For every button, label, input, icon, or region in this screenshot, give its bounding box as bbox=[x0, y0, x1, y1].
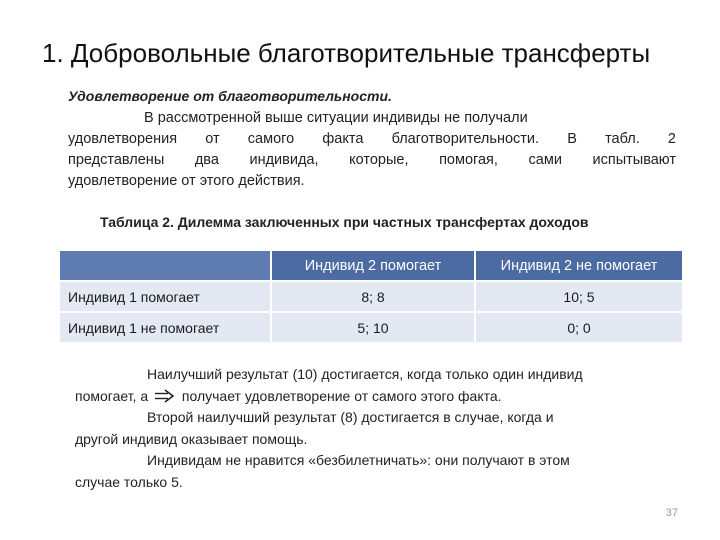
note-text: получает удовлетворение от самого этого факта. bbox=[181, 387, 502, 404]
table-row bbox=[60, 312, 682, 342]
note-line: случае только 5. bbox=[75, 473, 183, 490]
slide-title: 1. Добровольные благотворительные трансферты bbox=[42, 38, 651, 68]
row-label: Индивид 1 не помогает bbox=[60, 312, 271, 342]
column-header: Индивид 2 не помогает bbox=[475, 251, 682, 281]
payoff-cell: 10; 5 bbox=[475, 281, 682, 312]
intro-line: удовлетворение от этого действия. bbox=[68, 173, 305, 189]
note-text: помогает, а bbox=[75, 387, 149, 404]
intro-line: удовлетворения от самого факта благотворительности. В табл. 2 bbox=[68, 131, 676, 147]
implies-arrow-icon bbox=[154, 389, 176, 403]
column-header: Индивид 2 помогает bbox=[271, 251, 475, 281]
note-line: Второй наилучший результат (8) достигается в случае, когда и bbox=[147, 409, 554, 425]
table-caption: Таблица 2. Дилемма заключенных при частных трансфертах доходов bbox=[100, 214, 589, 230]
table-corner-cell bbox=[60, 251, 271, 281]
note-line: Индивидам не нравится «безбилетничать»: они получают в этом bbox=[147, 452, 570, 468]
conclusions-text bbox=[75, 364, 665, 493]
intro-paragraph bbox=[68, 108, 676, 192]
payoff-cell: 5; 10 bbox=[271, 312, 475, 342]
payoff-cell: 0; 0 bbox=[475, 312, 682, 342]
note-line bbox=[75, 386, 665, 408]
table-header-row bbox=[60, 251, 682, 281]
note-line: Наилучший результат (10) достигается, когда только один индивид bbox=[147, 366, 583, 382]
payoff-cell: 8; 8 bbox=[271, 281, 475, 312]
row-label: Индивид 1 помогает bbox=[60, 281, 271, 312]
section-subtitle: Удовлетворение от благотворительности. bbox=[68, 88, 392, 104]
table-row bbox=[60, 281, 682, 312]
page-number: 37 bbox=[665, 507, 678, 519]
intro-line: представлены два индивида, которые, помогая, сами испытывают bbox=[68, 152, 676, 168]
note-line: другой индивид оказывает помощь. bbox=[75, 430, 308, 447]
intro-line: В рассмотренной выше ситуации индивиды не получали bbox=[144, 110, 528, 126]
payoff-table bbox=[60, 251, 682, 342]
